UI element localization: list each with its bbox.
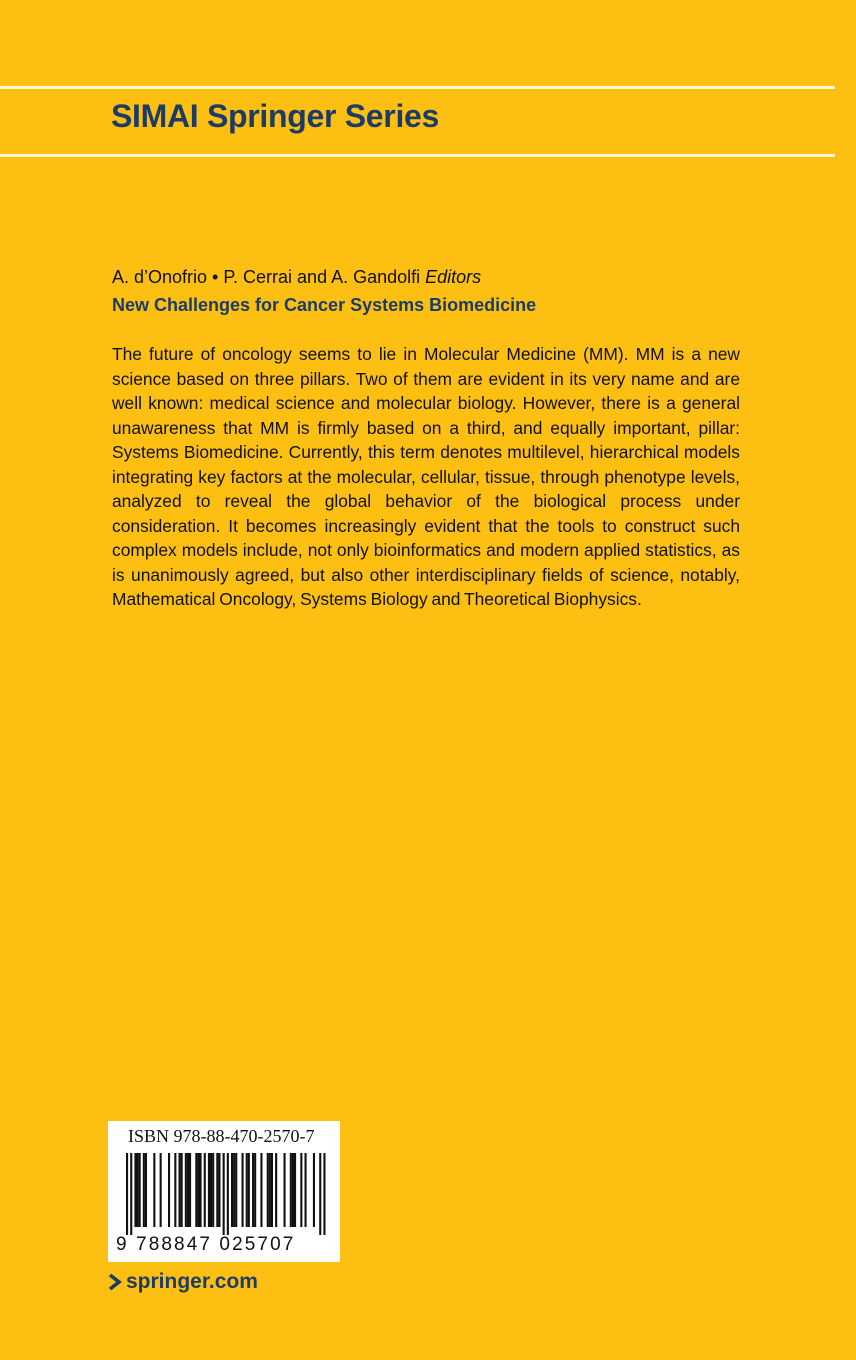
barcode-bar	[195, 1153, 197, 1227]
barcode-bar	[271, 1153, 273, 1227]
barcode-bar	[212, 1153, 214, 1227]
editors-line	[112, 267, 481, 288]
barcode-bar	[242, 1153, 244, 1227]
top-rule	[0, 86, 835, 89]
barcode-bar	[143, 1153, 145, 1227]
barcode-bar	[284, 1153, 286, 1227]
barcode-digits: 9 788847 025707	[116, 1234, 296, 1255]
chevron-right-icon	[108, 1274, 122, 1290]
barcode-bar	[254, 1153, 256, 1227]
barcode-bar	[126, 1153, 128, 1235]
barcode-bar	[216, 1153, 218, 1227]
editors-names: A. d’Onofrio • P. Cerrai and A. Gandolfi	[112, 267, 421, 287]
barcode-bar	[233, 1153, 235, 1227]
barcode-bar	[189, 1153, 191, 1227]
barcode-bar	[218, 1153, 220, 1227]
barcode-bar	[145, 1153, 147, 1227]
barcode-bar	[252, 1153, 254, 1227]
barcode-bar	[160, 1153, 162, 1227]
barcode-bar	[323, 1153, 325, 1235]
barcode-bar	[246, 1153, 248, 1227]
barcode-bar	[208, 1153, 210, 1227]
barcode-bar	[179, 1153, 181, 1227]
barcode-bar	[174, 1153, 176, 1227]
barcode-bar	[300, 1153, 302, 1227]
barcode-bar	[137, 1153, 139, 1227]
barcode-bar	[260, 1153, 262, 1227]
barcode-bar	[313, 1153, 315, 1227]
book-title: New Challenges for Cancer Systems Biomedicine	[112, 295, 537, 315]
barcode-bar	[181, 1153, 183, 1227]
publisher-url: springer.com	[126, 1270, 258, 1293]
barcode-bar	[153, 1153, 155, 1227]
barcode-bar	[231, 1153, 233, 1227]
barcode-bar	[275, 1153, 277, 1227]
publisher-link[interactable]	[108, 1270, 258, 1294]
barcode-bar	[235, 1153, 237, 1227]
editors-role: Editors	[425, 267, 482, 287]
barcode-bar	[204, 1153, 206, 1227]
barcode-bar	[197, 1153, 199, 1227]
series-title: SIMAI Springer Series	[111, 98, 440, 134]
book-abstract: The future of oncology seems to lie in Molecular Medicine (MM). MM is a new science based on three pillars. Two of them are evident in its very name and are well known: medical science and molecular biology. However, there is a general unawareness that MM is firmly based on a third, and equally important, pillar: Systems Biomedicine. Currently, this term denotes multilevel, hierarchical models integrating key factors at the molecular, cellular, tissue, through phenotype levels, analyzed to reveal the global behavior of the biological process under consideration. It becomes increasingly evident that the tools to construct such complex models include, not only bioinformatics and modern applied statistics, as is unanimously agreed, but also other interdisciplinary fields of science, notably, Mathematical Oncology, Systems Biology and Theoretical Biophysics.	[112, 344, 740, 609]
barcode-bar	[223, 1153, 225, 1235]
barcode-bar	[267, 1153, 269, 1227]
barcode-bar	[210, 1153, 212, 1227]
barcode	[116, 1153, 332, 1235]
barcode-bar	[305, 1153, 307, 1227]
barcode-bar	[227, 1153, 229, 1235]
barcode-bar	[130, 1153, 132, 1235]
barcode-bar	[168, 1153, 170, 1227]
isbn-barcode-box	[108, 1121, 340, 1262]
bottom-rule	[0, 154, 835, 157]
barcode-bar	[185, 1153, 187, 1227]
barcode-bar	[294, 1153, 296, 1227]
barcode-bar	[269, 1153, 271, 1227]
barcode-bar	[290, 1153, 292, 1227]
barcode-bar	[319, 1153, 321, 1235]
isbn-label: ISBN 978-88-470-2570-7	[128, 1126, 315, 1146]
barcode-bar	[292, 1153, 294, 1227]
barcode-bar	[200, 1153, 202, 1227]
barcode-bar	[134, 1153, 136, 1227]
barcode-bar	[187, 1153, 189, 1227]
barcode-bar	[139, 1153, 141, 1227]
barcode-bar	[248, 1153, 250, 1227]
